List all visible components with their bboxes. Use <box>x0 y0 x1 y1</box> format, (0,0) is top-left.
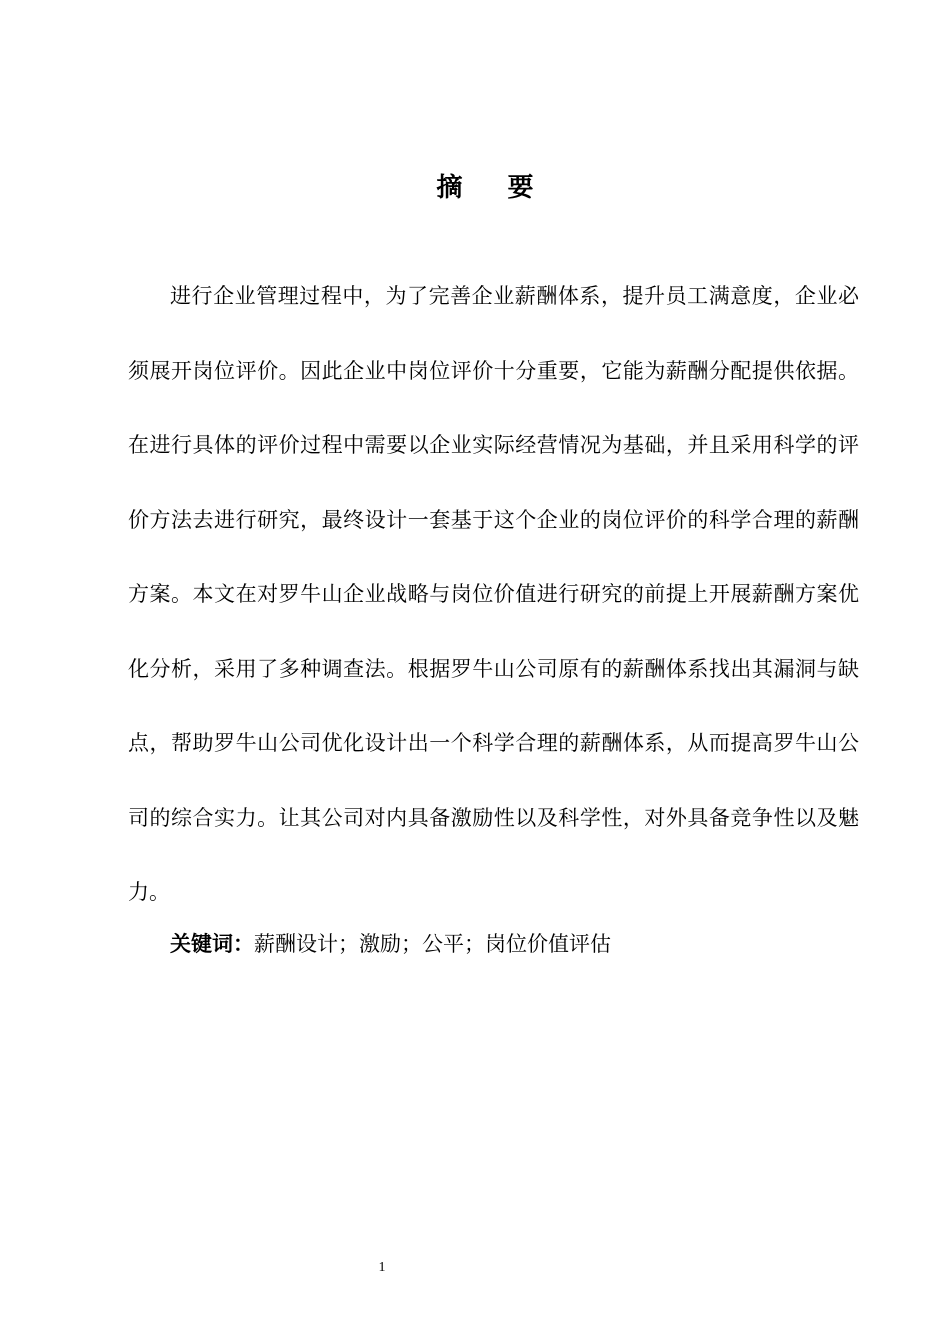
keywords-label: 关键词： <box>170 932 254 956</box>
abstract-body: 进行企业管理过程中，为了完善企业薪酬体系，提升员工满意度，企业必须展开岗位评价。因此企业中岗位评价十分重要，它能为薪酬分配提供依据。在进行具体的评价过程中需要以企业实际经营情况为基础，并且采用科学的评价方法去进行研究，最终设计一套基于这个企业的岗位评价的科学合理的薪酬方案。本文在对罗牛山企业战略与岗位价值进行研究的前提上开展薪酬方案优化分析，采用了多种调查法。根据罗牛山公司原有的薪酬体系找出其漏洞与缺点，帮助罗牛山公司优化设计出一个科学合理的薪酬体系，从而提高罗牛山公司的综合实力。让其公司对内具备激励性以及科学性，对外具备竞争性以及魅力。 <box>128 284 859 904</box>
keywords-line <box>170 924 860 964</box>
keywords-value: 薪酬设计；激励；公平；岗位价值评估 <box>254 932 611 956</box>
abstract-title: 摘 要 <box>436 173 552 203</box>
page-number: 1 <box>378 1260 386 1275</box>
